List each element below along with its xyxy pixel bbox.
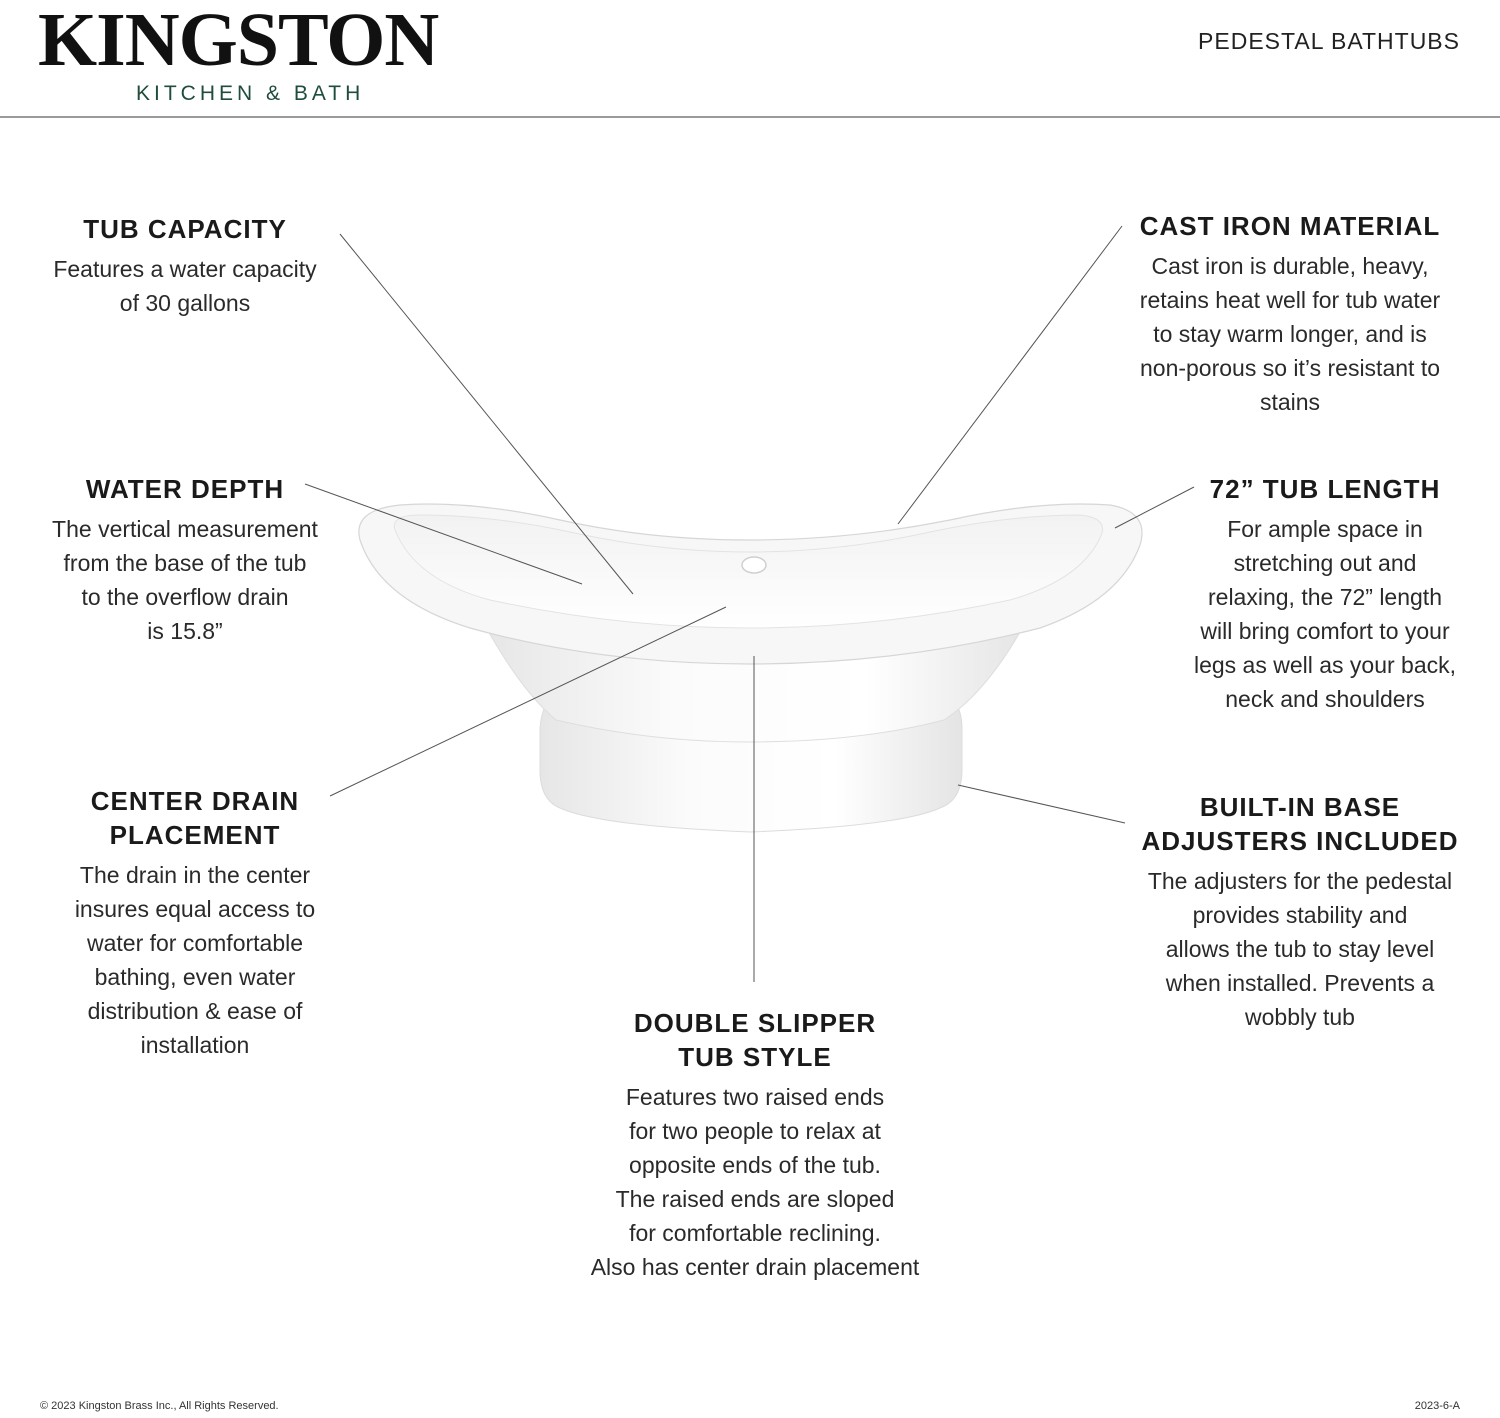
- description-line: stains: [1259, 389, 1321, 415]
- description-line: to the overflow drain: [81, 584, 289, 610]
- feature-base-adjusters: [1120, 790, 1480, 1034]
- description-line: non-porous so it’s resistant to: [1139, 355, 1440, 381]
- description-line: water for comfortable: [86, 930, 304, 956]
- title-line: PLACEMENT: [109, 820, 281, 850]
- overflow-drain-hole: [742, 557, 766, 573]
- description-line: For ample space in: [1227, 516, 1423, 542]
- description-line: neck and shoulders: [1225, 686, 1425, 712]
- description-line: The vertical measurement: [52, 516, 318, 542]
- feature-description: [560, 1080, 950, 1284]
- feature-description: [1170, 512, 1480, 716]
- description-line: bathing, even water: [94, 964, 296, 990]
- description-line: is 15.8”: [147, 618, 223, 644]
- feature-description: [1120, 864, 1480, 1034]
- description-line: Also has center drain placement: [590, 1254, 920, 1280]
- description-line: The raised ends are sloped: [615, 1186, 895, 1212]
- feature-description: [1110, 249, 1470, 419]
- document-code: 2023-6-A: [1414, 1400, 1460, 1412]
- feature-description: [40, 858, 350, 1062]
- callout-line-base: [958, 785, 1125, 823]
- description-line: The drain in the center: [79, 862, 311, 888]
- feature-title: 72” TUB LENGTH: [1209, 474, 1441, 504]
- feature-title: WATER DEPTH: [85, 474, 285, 504]
- title-line: TUB STYLE: [678, 1042, 832, 1072]
- feature-tub-capacity: [30, 212, 340, 320]
- description-line: wobbly tub: [1245, 1004, 1355, 1030]
- feature-description: [30, 252, 340, 320]
- category-title: PEDESTAL BATHTUBS: [1198, 28, 1460, 54]
- description-line: relaxing, the 72” length: [1208, 584, 1442, 610]
- callout-line-iron: [898, 226, 1122, 524]
- title-line: DOUBLE SLIPPER: [633, 1008, 877, 1038]
- description-line: opposite ends of the tub.: [629, 1152, 881, 1178]
- title-line: BUILT-IN BASE: [1199, 792, 1401, 822]
- description-line: for two people to relax at: [629, 1118, 881, 1144]
- description-line: when installed. Prevents a: [1165, 970, 1435, 996]
- description-line: installation: [140, 1032, 250, 1058]
- description-line: The adjusters for the pedestal: [1147, 868, 1453, 894]
- feature-tub-length: [1170, 472, 1480, 716]
- description-line: from the base of the tub: [63, 550, 307, 576]
- description-line: for comfortable reclining.: [629, 1220, 881, 1246]
- title-line: CENTER DRAIN: [90, 786, 300, 816]
- feature-title: TUB CAPACITY: [83, 214, 287, 244]
- feature-title: [40, 784, 350, 852]
- description-line: provides stability and: [1192, 902, 1408, 928]
- description-line: Features two raised ends: [625, 1084, 885, 1110]
- description-line: retains heat well for tub water: [1139, 287, 1441, 313]
- brand-name: KINGSTON: [38, 0, 439, 82]
- description-line: Cast iron is durable, heavy,: [1151, 253, 1429, 279]
- description-line: allows the tub to stay level: [1165, 936, 1435, 962]
- feature-water-depth: [30, 472, 340, 648]
- description-line: of 30 gallons: [119, 290, 251, 316]
- description-line: to stay warm longer, and is: [1153, 321, 1427, 347]
- feature-double-slipper: [560, 1006, 950, 1284]
- feature-cast-iron: [1110, 209, 1470, 419]
- title-line: ADJUSTERS INCLUDED: [1141, 826, 1459, 856]
- brand-subtitle: KITCHEN & BATH: [136, 82, 365, 105]
- feature-title: [560, 1006, 950, 1074]
- description-line: Features a water capacity: [53, 256, 317, 282]
- description-line: distribution & ease of: [87, 998, 303, 1024]
- feature-title: CAST IRON MATERIAL: [1139, 211, 1441, 241]
- description-line: insures equal access to: [74, 896, 316, 922]
- feature-description: [30, 512, 340, 648]
- description-line: will bring comfort to your: [1200, 618, 1450, 644]
- feature-title: [1120, 790, 1480, 858]
- description-line: stretching out and: [1233, 550, 1417, 576]
- feature-center-drain: [40, 784, 350, 1062]
- copyright-notice: © 2023 Kingston Brass Inc., All Rights Reserved.: [40, 1400, 279, 1412]
- description-line: legs as well as your back,: [1193, 652, 1457, 678]
